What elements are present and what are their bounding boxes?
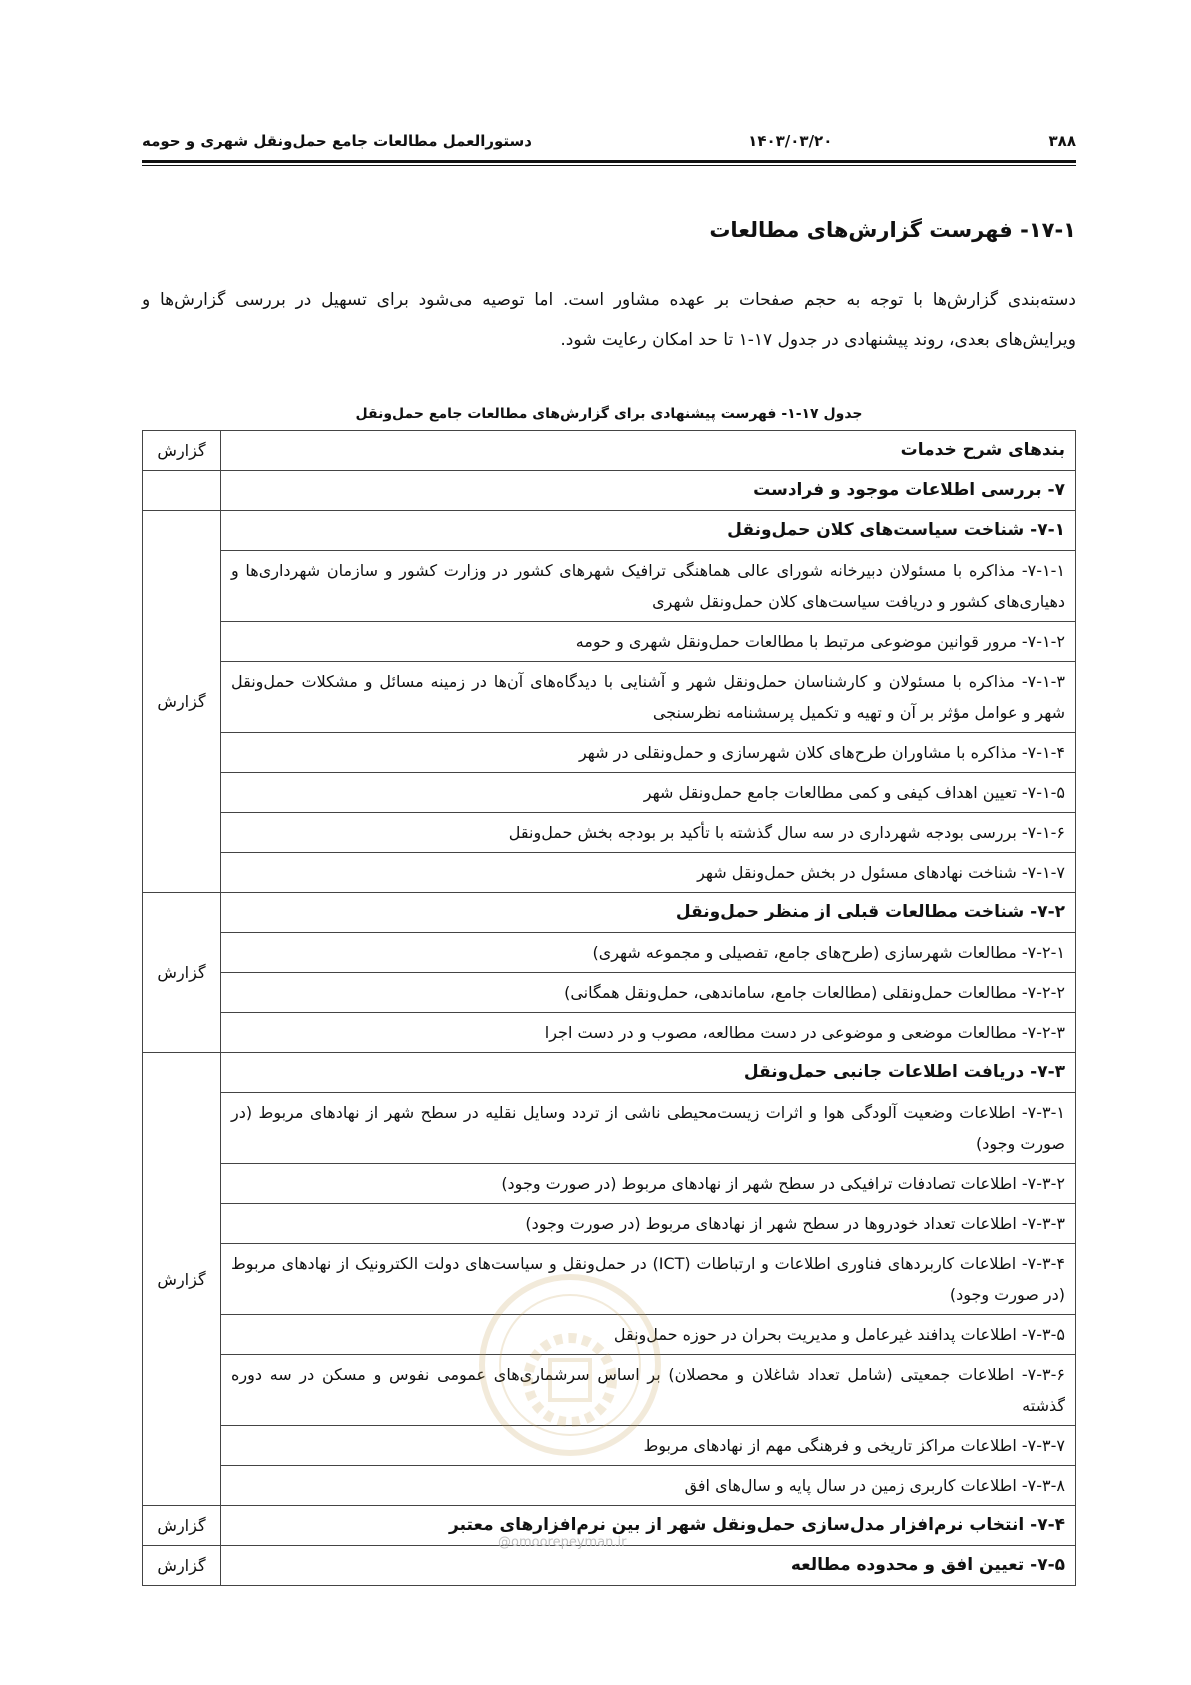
table-row (143, 933, 1076, 973)
watermark-seal (475, 1245, 665, 1485)
table-cell-item: ۷-۲-۲- مطالعات حمل‌ونقلی (مطالعات جامع، ساماندهی، حمل‌ونقل همگانی) (221, 973, 1076, 1013)
table-cell-item: ۷-۳-۷- اطلاعات مراکز تاریخی و فرهنگی مهم از نهادهای مربوط (221, 1426, 1076, 1466)
table-cell-item: ۷-۱-۵- تعیین اهداف کیفی و کمی مطالعات جامع حمل‌ونقل شهر (221, 773, 1076, 813)
table-cell-item: ۷-۲- شناخت مطالعات قبلی از منظر حمل‌ونقل (221, 893, 1076, 933)
table-row (143, 1546, 1076, 1586)
table-row (143, 893, 1076, 933)
header-cell-report: گزارش (143, 431, 221, 471)
table-row (143, 973, 1076, 1013)
header-rule-thick (142, 160, 1076, 163)
page-number: ۳۸۸ (1048, 132, 1076, 150)
table-row (143, 1013, 1076, 1053)
header-cell-services: بندهای شرح خدمات (221, 431, 1076, 471)
table-row (143, 511, 1076, 551)
table-cell-item: ۷-۳-۶- اطلاعات جمعیتی (شامل تعداد شاغلان و محصلان) بر اساس سرشماری‌های عمومی نفوس و مسکن در سه دوره گذشته (221, 1355, 1076, 1426)
table-cell-report: گزارش (143, 511, 221, 893)
table-row (143, 551, 1076, 622)
table-row (143, 853, 1076, 893)
table-row (143, 813, 1076, 853)
table-cell-item: ۷-۵- تعیین افق و محدوده مطالعه (221, 1546, 1076, 1586)
table-cell-item: ۷- بررسی اطلاعات موجود و فرادست (221, 471, 1076, 511)
table-cell-item: ۷-۱-۳- مذاکره با مسئولان و کارشناسان حمل‌ونقل شهر و آشنایی با دیدگاه‌های آن‌ها در زمینه مسائل و مشکلات حمل‌ونقل شهر و عوامل مؤثر بر آن و تهیه و تکمیل پرسشنامه نظرسنجی (221, 662, 1076, 733)
table-cell-item: ۷-۲-۱- مطالعات شهرسازی (طرح‌های جامع، تفصیلی و مجموعه شهری) (221, 933, 1076, 973)
table-row (143, 773, 1076, 813)
table-row (143, 622, 1076, 662)
table-cell-report: گزارش (143, 893, 221, 1053)
table-cell-item: ۷-۱-۲- مرور قوانین موضوعی مرتبط با مطالعات حمل‌ونقل شهری و حومه (221, 622, 1076, 662)
table-caption: جدول ۱۷-۱- فهرست پیشنهادی برای گزارش‌های مطالعات جامع حمل‌ونقل (355, 406, 863, 422)
table-cell-item: ۷-۱-۴- مذاکره با مشاوران طرح‌های کلان شهرسازی و حمل‌ونقلی در شهر (221, 733, 1076, 773)
table-cell-item: ۷-۱-۷- شناخت نهادهای مسئول در بخش حمل‌ونقل شهر (221, 853, 1076, 893)
table-row (143, 1093, 1076, 1164)
table-cell-report: گزارش (143, 1506, 221, 1546)
table-row (143, 733, 1076, 773)
table-cell-item: ۷-۳-۱- اطلاعات وضعیت آلودگی هوا و اثرات زیست‌محیطی ناشی از تردد وسایل نقلیه در سطح شهر از نهادهای مربوط (در صورت وجود) (221, 1093, 1076, 1164)
header-rule-thin (142, 165, 1076, 166)
table-cell-item: ۷-۱- شناخت سیاست‌های کلان حمل‌ونقل (221, 511, 1076, 551)
table-cell-item: ۷-۳-۲- اطلاعات تصادفات ترافیکی در سطح شهر از نهادهای مربوط (در صورت وجود) (221, 1164, 1076, 1204)
table-cell-item: ۷-۳-۳- اطلاعات تعداد خودروها در سطح شهر از نهادهای مربوط (در صورت وجود) (221, 1204, 1076, 1244)
table-cell-item: ۷-۳- دریافت اطلاعات جانبی حمل‌ونقل (221, 1053, 1076, 1093)
table-cell-item: ۷-۴- انتخاب نرم‌افزار مدل‌سازی حمل‌ونقل شهر از بین نرم‌افزارهای معتبر (221, 1506, 1076, 1546)
header-date: ۱۴۰۳/۰۳/۲۰ (748, 132, 833, 150)
table-cell-item: ۷-۲-۳- مطالعات موضعی و موضوعی در دست مطالعه، مصوب و در دست اجرا (221, 1013, 1076, 1053)
table-cell-report: گزارش (143, 1546, 221, 1586)
table-cell-item: ۷-۳-۴- اطلاعات کاربردهای فناوری اطلاعات و ارتباطات (ICT) در حمل‌ونقل و سیاست‌های دولت الکترونیک از نهادهای مربوط (در صورت وجود) (221, 1244, 1076, 1315)
table-cell-report: گزارش (143, 1053, 221, 1506)
running-header (142, 128, 1076, 154)
watermark-url: @omoorepeyman.ir (498, 1535, 627, 1550)
table-header-row (143, 431, 1076, 471)
table-cell-item: ۷-۱-۶- بررسی بودجه شهرداری در سه سال گذشته با تأکید بر بودجه بخش حمل‌ونقل (221, 813, 1076, 853)
body-paragraph: دسته‌بندی گزارش‌ها با توجه به حجم صفحات بر عهده مشاور است. اما توصیه می‌شود برای تسهیل در بررسی گزارش‌ها و ویرایش‌های بعدی، روند پیشنهادی در جدول ۱۷-۱ تا حد امکان رعایت شود. (142, 290, 1076, 350)
table-row (143, 662, 1076, 733)
table-cell-item: ۷-۳-۸- اطلاعات کاربری زمین در سال پایه و سال‌های افق (221, 1466, 1076, 1506)
table-row (143, 1053, 1076, 1093)
table-cell-item: ۷-۳-۵- اطلاعات پدافند غیرعامل و مدیریت بحران در حوزه حمل‌ونقل (221, 1315, 1076, 1355)
table-row (143, 471, 1076, 511)
table-row (143, 1164, 1076, 1204)
table-row (143, 1204, 1076, 1244)
table-cell-item: ۷-۱-۱- مذاکره با مسئولان دبیرخانه شورای عالی هماهنگی ترافیک شهرهای کشور در وزارت کشور و سازمان شهرداری‌ها و دهیاری‌های کشور و دریافت سیاست‌های کلان حمل‌ونقل شهری (221, 551, 1076, 622)
header-document-title: دستورالعمل مطالعات جامع حمل‌ونقل شهری و حومه (142, 132, 533, 150)
table-cell-report (143, 471, 221, 511)
section-title: ۱۷-۱- فهرست گزارش‌های مطالعات (709, 218, 1076, 242)
